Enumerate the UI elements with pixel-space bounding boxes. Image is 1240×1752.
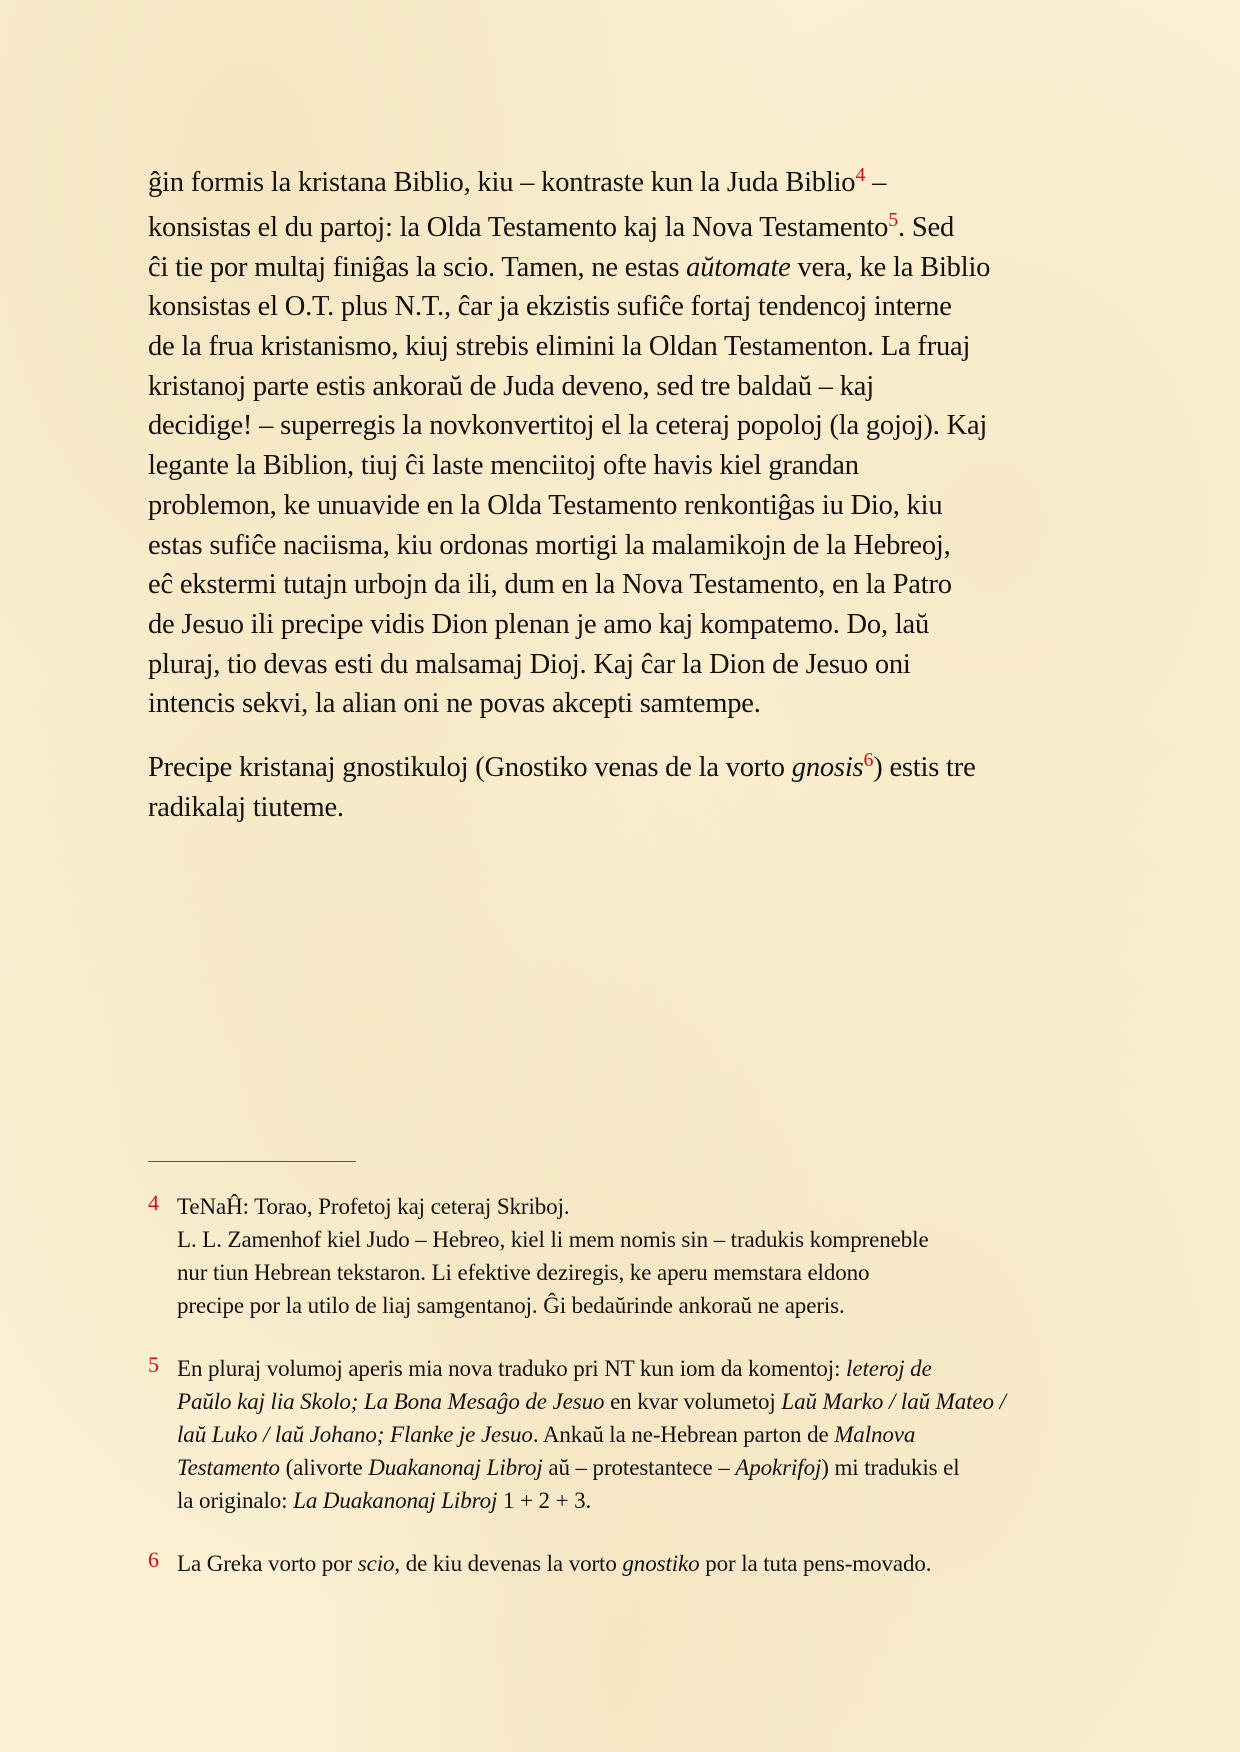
- footnote-5: [148, 1352, 1098, 1517]
- footnote-ref-4[interactable]: 4: [855, 164, 866, 186]
- footnote-line: precipe por la utilo de liaj samgentanoj. Ĝi bedaŭrinde ankoraŭ ne aperis.: [177, 1293, 845, 1318]
- footnote-line: la originalo: La Duakanonaj Libroj 1 + 2 + 3.: [177, 1488, 592, 1513]
- footnote-number: 4: [148, 1190, 159, 1215]
- footnote-line: En pluraj volumoj aperis mia nova traduko pri NT kun iom da komentoj: leteroj de: [177, 1356, 932, 1381]
- text-line: ĝin formis la kristana Biblio, kiu – kontraste kun la Juda Biblio$^4$ –: [148, 164, 887, 198]
- footnote-line: La Greka vorto por scio, de kiu devenas la vorto gnostiko por la tuta pens-movado.: [177, 1551, 932, 1576]
- paragraph-2: [148, 748, 1098, 827]
- text-line: estas sufiĉe naciisma, kiu ordonas mortigi la malamikojn de la Hebreoj,: [148, 529, 951, 561]
- text-line: pluraj, tio devas esti du malsamaj Dioj. Kaj ĉar la Dion de Jesuo oni: [148, 648, 911, 680]
- text-line: problemon, ke unuavide en la Olda Testamento renkontiĝas iu Dio, kiu: [148, 489, 943, 521]
- footnote-line: L. L. Zamenhof kiel Judo – Hebreo, kiel li mem nomis sin – tradukis kompreneble: [177, 1227, 929, 1252]
- paragraph-1: [148, 158, 1098, 724]
- text-line: kristanoj parte estis ankoraŭ de Juda deveno, sed tre baldaŭ – kaj: [148, 370, 874, 402]
- footnotes: [148, 1190, 1098, 1580]
- text-line: Precipe kristanaj gnostikuloj (Gnostiko venas de la vorto gnosis$^6$) estis tre: [148, 748, 976, 783]
- footnote-number: 5: [148, 1352, 159, 1377]
- footnote-ref-5[interactable]: 5: [888, 209, 899, 231]
- text-line: intencis sekvi, la alian oni ne povas akcepti samtempe.: [148, 688, 761, 720]
- footnote-ref-6[interactable]: 6: [863, 748, 874, 771]
- footnote-separator: [148, 1161, 356, 1162]
- footnote-line: Testamento (alivorte Duakanonaj Libroj aŭ – protestantece – Apokrifoj) mi tradukis el: [177, 1455, 960, 1480]
- footnote-line: TeNaĤ: Torao, Profetoj kaj ceteraj Skriboj.: [177, 1194, 570, 1219]
- text-line: legante la Biblion, tiuj ĉi laste menciitoj ofte havis kiel grandan: [148, 450, 859, 482]
- text-line: radikalaj tiuteme.: [148, 791, 344, 823]
- text-line: ĉi tie por multaj finiĝas la scio. Tamen, ne estas aŭtomate vera, ke la Biblio: [148, 251, 991, 283]
- text-line: decidige! – superregis la novkonvertitoj el la ceteraj popoloj (la gojoj). Kaj: [148, 410, 988, 442]
- text-line: konsistas el O.T. plus N.T., ĉar ja ekzistis sufiĉe fortaj tendencoj interne: [148, 291, 952, 323]
- footnote-6: [148, 1547, 1098, 1580]
- emphasis: gnosis: [791, 751, 864, 783]
- footnote-line: nur tiun Hebrean tekstaron. Li efektive deziregis, ke aperu memstara eldono: [177, 1260, 870, 1285]
- footnote-line: laŭ Luko / laŭ Johano; Flanke je Jesuo. Ankaŭ la ne-Hebrean parton de Malnova: [177, 1422, 916, 1447]
- footnote-line: Paŭlo kaj lia Skolo; La Bona Mesaĝo de Jesuo en kvar volumetoj Laŭ Marko / laŭ Mateo /: [177, 1389, 1006, 1414]
- text-line: eĉ ekstermi tutajn urbojn da ili, dum en la Nova Testamento, en la Patro: [148, 569, 952, 601]
- text-line: de Jesuo ili precipe vidis Dion plenan je amo kaj kompatemo. Do, laŭ: [148, 608, 930, 640]
- text-line: de la frua kristanismo, kiuj strebis elimini la Oldan Testamenton. La fruaj: [148, 331, 971, 363]
- footnote-number: 6: [148, 1547, 159, 1572]
- main-text: [148, 158, 1098, 827]
- text-line: konsistas el du partoj: la Olda Testamento kaj la Nova Testamento$^5$. Sed: [148, 209, 955, 243]
- emphasis: aŭtomate: [686, 251, 791, 283]
- footnote-4: [148, 1190, 1098, 1322]
